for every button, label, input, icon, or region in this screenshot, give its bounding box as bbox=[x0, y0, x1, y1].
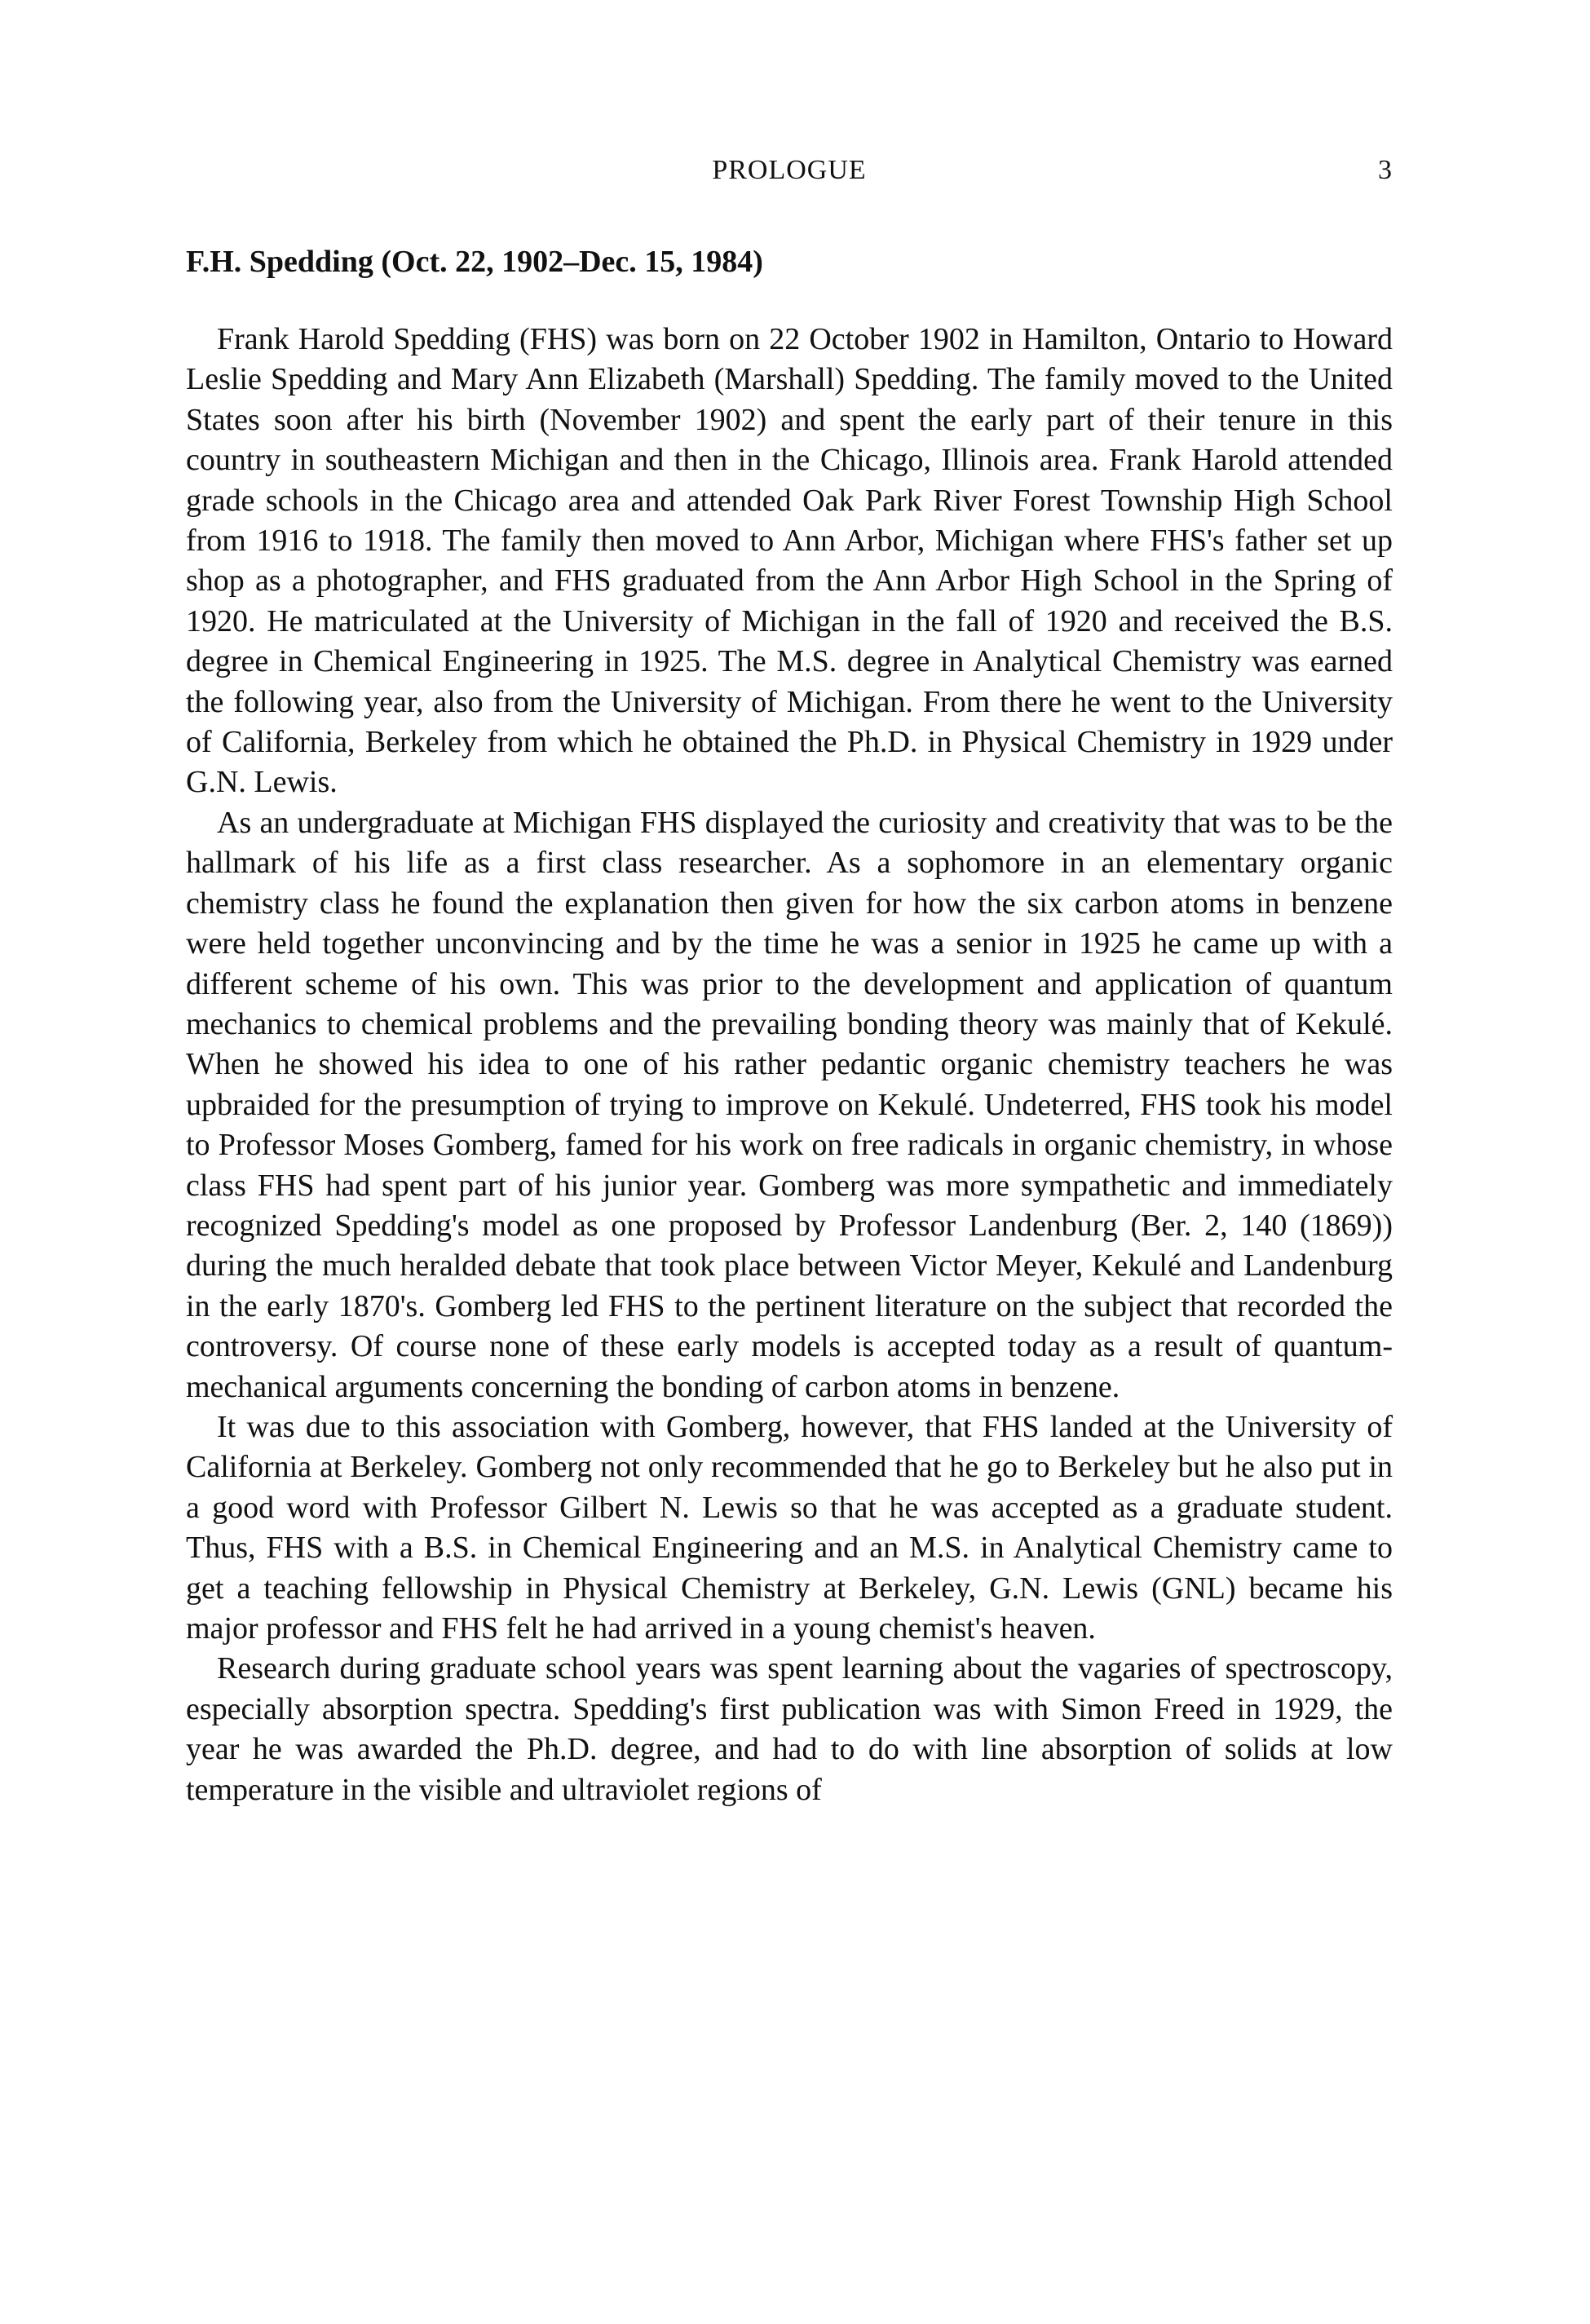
running-header bbox=[186, 155, 1393, 196]
paragraph-graduate-research: Research during graduate school years was spent learning about the vagaries of spectroscopy, especially absorption spectra. Spedding's first publication was with Simon Freed in 1929, the year he was awarded the Ph.D. degree, and had to do with line absorption of solids at low temperature in the visible and ultraviolet regions of bbox=[186, 1651, 1393, 1807]
paragraph-undergraduate: As an undergraduate at Michigan FHS displayed the curiosity and creativity that was to be the hallmark of his life as a first class researcher. As a sophomore in an elementary organic chemistry class he found the explanation then given for how the six carbon atoms in benzene were held together unconvincing and by the time he was a senior in 1925 he came up with a different scheme of his own. This was prior to the development and application of quantum mechanics to chemical problems and the prevailing bonding theory was mainly that of Kekulé. When he showed his idea to one of his rather pedantic organic chemistry teachers he was upbraided for the presumption of trying to improve on Kekulé. Undeterred, FHS took his model to Professor Moses Gomberg, famed for his work on free radicals in organic chemistry, in whose class FHS had spent part of his junior year. Gomberg was more sympathetic and immediately recognized Spedding's model as one proposed by Professor Landenburg (Ber. 2, 140 (1869)) during the much heralded debate that took place between Victor Meyer, Kekulé and Landenburg in the early 1870's. Gomberg led FHS to the pertinent literature on the subject that recorded the controversy. Of course none of these early models is accepted today as a result of quantum-mechanical arguments concerning the bonding of carbon atoms in benzene. bbox=[186, 805, 1393, 1404]
page-number: 3 bbox=[1378, 155, 1393, 185]
section-title: F.H. Spedding (Oct. 22, 1902–Dec. 15, 1984) bbox=[186, 245, 763, 279]
paragraph-berkeley: It was due to this association with Gomberg, however, that FHS landed at the University of California at Berkeley. Gomberg not only recommended that he go to Berkeley but he also put in a good word with Professor Gilbert N. Lewis so that he was accepted as a graduate student. Thus, FHS with a B.S. in Chemical Engineering and an M.S. in Analytical Chemistry came to get a teaching fellowship in Physical Chemistry at Berkeley, G.N. Lewis (GNL) became his major professor and FHS felt he had arrived in a young chemist's heaven. bbox=[186, 1409, 1393, 1646]
running-title: PROLOGUE bbox=[712, 155, 867, 185]
document-page bbox=[186, 155, 1393, 1810]
paragraph-birth-education: Frank Harold Spedding (FHS) was born on 22 October 1902 in Hamilton, Ontario to Howard Leslie Spedding and Mary Ann Elizabeth (Marshall) Spedding. The family moved to the United States soon after his birth (November 1902) and spent the early part of their tenure in this country in southeastern Michigan and then in the Chicago, Illinois area. Frank Harold attended grade schools in the Chicago area and attended Oak Park River Forest Township High School from 1916 to 1918. The family then moved to Ann Arbor, Michigan where FHS's father set up shop as a photographer, and FHS graduated from the Ann Arbor High School in the Spring of 1920. He matriculated at the University of Michigan in the fall of 1920 and received the B.S. degree in Chemical Engineering in 1925. The M.S. degree in Analytical Chemistry was earned the following year, also from the University of Michigan. From there he went to the University of California, Berkeley from which he obtained the Ph.D. in Physical Chemistry in 1929 under G.N. Lewis. bbox=[186, 322, 1393, 800]
